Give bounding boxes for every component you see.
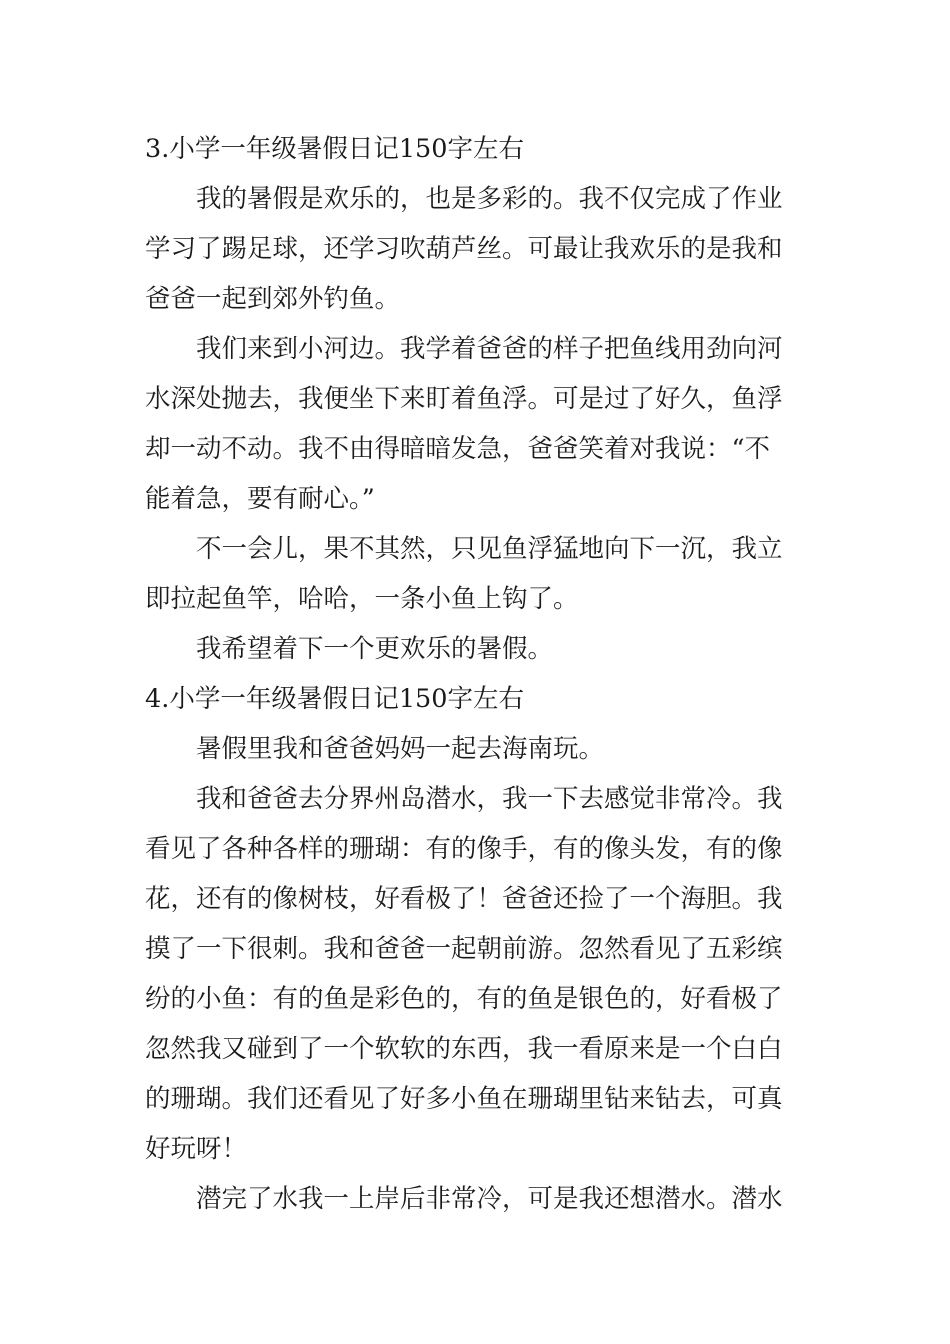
paragraph-line: 能着急，要有耐心。”: [145, 484, 375, 514]
paragraph-line: 学习了踢足球，还学习吹葫芦丝。可最让我欢乐的是我和: [145, 234, 783, 264]
paragraph-line: 即拉起鱼竿，哈哈，一条小鱼上钩了。: [145, 584, 579, 614]
paragraph-line: 水深处抛去，我便坐下来盯着鱼浮。可是过了好久，鱼浮: [145, 384, 783, 414]
paragraph-line: 爸爸一起到郊外钓鱼。: [145, 284, 401, 314]
section-heading-3: 3.小学一年级暑假日记150字左右: [145, 134, 525, 164]
paragraph-line: 好玩呀！: [145, 1134, 248, 1164]
paragraph-line: 暑假里我和爸爸妈妈一起去海南玩。: [196, 734, 605, 764]
paragraph-line: 的珊瑚。我们还看见了好多小鱼在珊瑚里钻来钻去，可真: [145, 1084, 783, 1114]
paragraph-line: 不一会儿，果不其然，只见鱼浮猛地向下一沉，我立: [196, 534, 783, 564]
paragraph-line: 纷的小鱼：有的鱼是彩色的，有的鱼是银色的，好看极了: [145, 984, 783, 1014]
paragraph-line: 花，还有的像树枝，好看极了！爸爸还捡了一个海胆。我: [145, 884, 783, 914]
paragraph-line: 却一动不动。我不由得暗暗发急，爸爸笑着对我说：“不: [145, 434, 771, 464]
paragraph-line: 我的暑假是欢乐的，也是多彩的。我不仅完成了作业: [196, 184, 783, 214]
paragraph-line: 我和爸爸去分界州岛潜水，我一下去感觉非常冷。我: [196, 784, 783, 814]
paragraph-line: 忽然我又碰到了一个软软的东西，我一看原来是一个白白: [145, 1034, 783, 1064]
paragraph-line: 我希望着下一个更欢乐的暑假。: [196, 634, 554, 664]
paragraph-line: 摸了一下很刺。我和爸爸一起朝前游。忽然看见了五彩缤: [145, 934, 783, 964]
paragraph-line: 潜完了水我一上岸后非常冷，可是我还想潜水。潜水: [196, 1184, 783, 1214]
section-heading-4: 4.小学一年级暑假日记150字左右: [145, 684, 525, 714]
paragraph-line: 我们来到小河边。我学着爸爸的样子把鱼线用劲向河: [196, 334, 783, 364]
paragraph-line: 看见了各种各样的珊瑚：有的像手，有的像头发，有的像: [145, 834, 783, 864]
